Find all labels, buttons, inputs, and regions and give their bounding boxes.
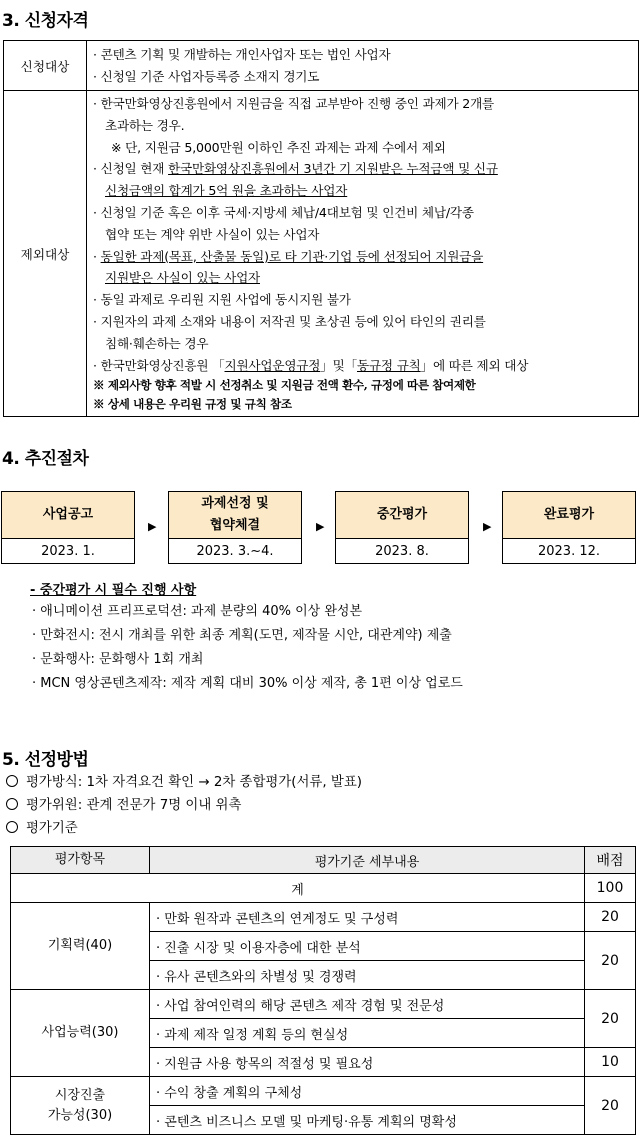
exclusion-line: 초과하는 경우. bbox=[105, 117, 185, 133]
circle-bullet-icon bbox=[6, 798, 18, 810]
exclusion-text: 」및「 bbox=[320, 357, 357, 373]
criteria-label: 평가기준 bbox=[26, 821, 78, 836]
criteria-row bbox=[6, 817, 362, 840]
arrow-icon: ▶ bbox=[148, 520, 157, 533]
step-label: 중간평가 bbox=[336, 492, 468, 539]
criteria-detail: · 유사 콘텐츠와의 차별성 및 경쟁력 bbox=[150, 961, 585, 990]
midterm-item: · 만화전시: 전시 개최를 위한 최종 계획(도면, 제작물 시안, 대관계약) 제출 bbox=[32, 628, 452, 643]
target-line: · 신청일 기준 사업자등록증 소재지 경기도 bbox=[93, 68, 320, 84]
exclusion-line bbox=[93, 355, 632, 377]
criteria-table bbox=[10, 846, 636, 1135]
step-label: 완료평가 bbox=[503, 492, 635, 539]
circle-bullet-icon bbox=[6, 821, 18, 833]
step-date: 2023. 12. bbox=[537, 543, 601, 559]
exclusion-underlined: 동일한 과제(목표, 산출물 동일)로 타 기관·기업 등에 선정되어 지원금을 bbox=[100, 248, 484, 264]
target-content bbox=[87, 41, 639, 91]
regulation-link-text: 지원사업운영규정 bbox=[224, 357, 321, 373]
exclusion-line bbox=[93, 180, 632, 202]
category-planning: 기획력(40) bbox=[11, 903, 150, 990]
method-text: 평가방식: 1차 자격요건 확인 → 2차 종합평가(서류, 발표) bbox=[26, 775, 362, 790]
section-title-selection: 5. 선정방법 bbox=[2, 750, 89, 770]
total-score: 100 bbox=[585, 874, 636, 903]
category-capability: 사업능력(30) bbox=[11, 990, 150, 1077]
exclusion-line: · 신청일 기준 혹은 이후 국세·지방세 체납/4대보험 및 인건비 체납/각종 bbox=[93, 204, 474, 220]
exclusion-line: · 한국만화영상진흥원에서 지원금을 직접 교부받아 진행 중인 과제가 2개를 bbox=[93, 96, 495, 111]
step-label: 과제선정 및 협약체결 bbox=[169, 492, 301, 539]
rule-link-text: 동규정 규칙 bbox=[357, 357, 421, 373]
exclusion-text: 」에 따른 제외 대상 bbox=[420, 357, 529, 373]
exclusion-note: ※ 단, 지원금 5,000만원 이하인 추진 과제는 과제 수에서 제외 bbox=[111, 139, 446, 155]
target-line: · 콘텐츠 기획 및 개발하는 개인사업자 또는 법인 사업자 bbox=[93, 46, 391, 62]
midterm-item: · MCN 영상콘텐츠제작: 제작 계획 대비 30% 이상 제작, 총 1편 이상 업로드 bbox=[32, 676, 463, 691]
step-date: 2023. 8. bbox=[375, 543, 429, 559]
circle-bullet-icon bbox=[6, 775, 18, 787]
header-detail: 평가기준 세부내용 bbox=[150, 847, 585, 874]
exclusion-underlined: 지원받은 사실이 있는 사업자 bbox=[105, 270, 260, 286]
exclusion-line bbox=[93, 158, 632, 180]
exclusion-line: 협약 또는 계약 위반 사실이 있는 사업자 bbox=[105, 226, 320, 242]
step-midterm bbox=[335, 491, 469, 564]
category-market: 시장진출 가능성(30) bbox=[11, 1077, 150, 1135]
step-label: 사업공고 bbox=[2, 492, 134, 539]
criteria-detail: · 진출 시장 및 이용자층에 대한 분석 bbox=[150, 932, 585, 961]
criteria-score: 20 bbox=[585, 932, 636, 990]
midterm-title: - 중간평가 시 필수 진행 사항 bbox=[30, 583, 197, 598]
criteria-detail: · 지원금 사용 항목의 적절성 및 필요성 bbox=[150, 1048, 585, 1077]
midterm-item: · 애니메이션 프리프로덕션: 과제 분량의 40% 이상 완성본 bbox=[32, 604, 363, 619]
exclusion-line bbox=[93, 246, 632, 268]
criteria-score: 20 bbox=[585, 990, 636, 1048]
criteria-score: 10 bbox=[585, 1048, 636, 1077]
midterm-requirements bbox=[30, 579, 463, 696]
step-date: 2023. 1. bbox=[41, 543, 95, 559]
exclusion-reference: ※ 상세 내용은 우리원 규정 및 규칙 참조 bbox=[93, 397, 292, 412]
criteria-detail: · 과제 제작 일정 계획 등의 현실성 bbox=[150, 1019, 585, 1048]
header-item: 평가항목 bbox=[11, 847, 150, 874]
exclusion-underlined: 한국만화영상진흥원에서 3년간 기 지원받은 누적금액 및 신규 bbox=[168, 161, 498, 177]
midterm-item: · 문화행사: 문화행사 1회 개최 bbox=[32, 652, 204, 667]
exclusion-text: · 신청일 현재 bbox=[93, 161, 169, 177]
exclusion-text: · bbox=[93, 248, 101, 264]
exclusion-line: · 동일 과제로 우리원 지원 사업에 동시지원 불가 bbox=[93, 292, 351, 308]
arrow-icon: ▶ bbox=[483, 520, 492, 533]
method-row bbox=[6, 771, 362, 794]
step-announcement bbox=[1, 491, 135, 564]
arrow-icon: ▶ bbox=[316, 520, 325, 533]
target-label: 신청대상 bbox=[4, 41, 87, 91]
step-final bbox=[502, 491, 636, 564]
exclusion-warning: ※ 제외사항 향후 적발 시 선정취소 및 지원금 전액 환수, 규정에 따른 참여제한 bbox=[93, 378, 476, 393]
criteria-detail: · 수익 창출 계획의 구체성 bbox=[150, 1077, 585, 1106]
step-selection bbox=[168, 491, 302, 564]
exclusion-content bbox=[87, 91, 639, 417]
total-label: 계 bbox=[11, 874, 585, 903]
criteria-detail: · 콘텐츠 비즈니스 모델 및 마케팅·유통 계획의 명확성 bbox=[150, 1106, 585, 1135]
committee-text: 평가위원: 관계 전문가 7명 이내 위촉 bbox=[26, 798, 242, 813]
committee-row bbox=[6, 794, 362, 817]
exclusion-underlined: 신청금액의 합계가 5억 원을 초과하는 사업자 bbox=[105, 183, 348, 199]
exclusion-line: 침해·훼손하는 경우 bbox=[105, 335, 209, 351]
exclusion-label: 제외대상 bbox=[4, 91, 87, 417]
exclusion-line bbox=[93, 267, 632, 289]
selection-method bbox=[6, 771, 362, 840]
exclusion-text: · 한국만화영상진흥원 「 bbox=[93, 357, 225, 373]
criteria-score: 20 bbox=[585, 903, 636, 932]
criteria-detail: · 만화 원작과 콘텐츠의 연계정도 및 구성력 bbox=[150, 903, 585, 932]
eligibility-table bbox=[3, 40, 639, 417]
section-title-procedure: 4. 추진절차 bbox=[2, 449, 89, 469]
exclusion-line: · 지원자의 과제 소재와 내용이 저작권 및 초상권 등에 있어 타인의 권리를 bbox=[93, 313, 486, 329]
step-date: 2023. 3.~4. bbox=[196, 543, 274, 559]
header-score: 배점 bbox=[585, 847, 636, 874]
criteria-detail: · 사업 참여인력의 해당 콘텐츠 제작 경험 및 전문성 bbox=[150, 990, 585, 1019]
criteria-score: 20 bbox=[585, 1077, 636, 1135]
section-title-eligibility: 3. 신청자격 bbox=[2, 11, 89, 31]
